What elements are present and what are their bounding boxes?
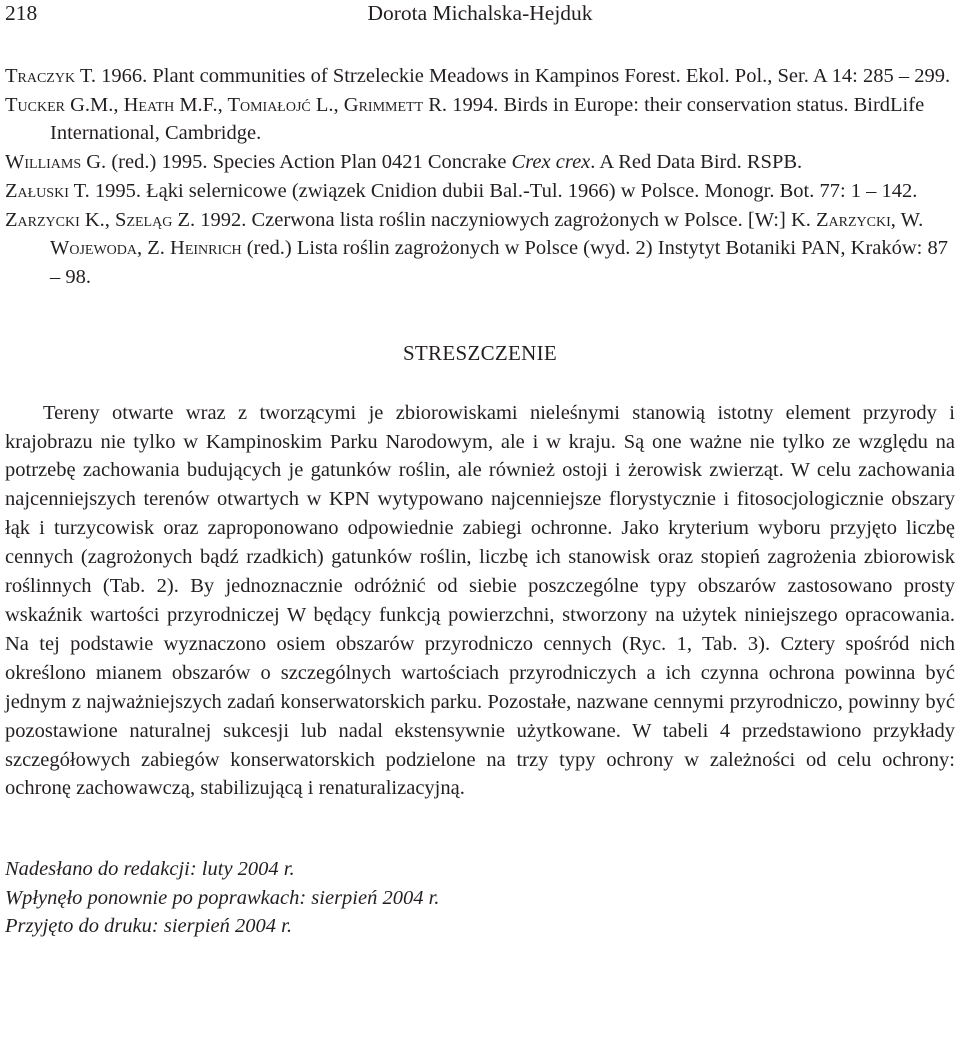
reference-authors: Tucker G.M., Heath M.F., Tomiałojć L., Grimmett R. — [5, 93, 448, 116]
abstract-paragraph: Tereny otwarte wraz z tworzącymi je zbiorowiskami nieleśnymi stanowią istotny element przyrody i krajobrazu nie tylko w Kampinoskim Parku Narodowym, ale i w kraju. Są one ważne nie tylko ze względu na potrzebę zachowania budujących je gatunków roślin, ale również ostoji i żerowisk zwierząt. W celu zachowania najcenniejszych terenów otwartych w KPN wytypowano najcenniejsze florystycznie i fitosocjologicznie obszary łąk i turzycowisk oraz zaproponowano odpowiednie zabiegi ochronne. Jako kryterium wyboru przyjęto liczbę cennych (zagrożonych bądź rzadkich) gatunków roślin, liczbę ich stanowisk oraz stopień zagrożenia zbiorowisk roślinnych (Tab. 2). By jednoznacznie odróżnić od siebie poszczególne typy obszarów zastosowano prosty wskaźnik wartości przyrodniczej W będący funkcją powierzchni, stworzony na użytek niniejszego opracowania. Na tej podstawie wyznaczono osiem obszarów przyrodniczo cennych (Ryc. 1, Tab. 3). Cztery spośród nich określono mianem obszarów o szczególnych wartościach przyrodniczych a ich czynna ochrona powinna być jednym z najważniejszych zadań konserwatorskich parku. Pozostałe, nazwane cennymi przyrodniczo, powinny być pozostawione naturalnej sukcesji lub nadal ekstensywnie użytkowane. W tabeli 4 przedstawiono przykłady szczegółowych zabiegów konserwatorskich podzielone na trzy typy ochrony w zależności od celu ochrony: ochronę zachowawczą, stabilizującą i renaturalizacyjną. — [5, 401, 955, 800]
reference-item-tucker — [5, 91, 955, 148]
date-received: Nadesłano do redakcji: luty 2004 r. — [5, 858, 295, 881]
reference-list — [5, 62, 955, 292]
reference-item-zaluski — [5, 177, 955, 206]
reference-authors: Załuski T. — [5, 179, 90, 202]
reference-text-part-a: 1992. Czerwona lista roślin naczyniowych zagrożonych w Polsce. [W:] K. — [195, 208, 817, 231]
reference-text-part-b: (red.) Lista roślin zagrożonych w Polsce (wyd. 2) Instytyt Botaniki PAN, Kraków: 87 – 98. — [50, 237, 948, 288]
reference-editors: Zarzycki, W. Wojewoda, Z. Heinrich — [50, 208, 924, 260]
page-number: 218 — [5, 1, 38, 25]
journal-page — [5, 0, 955, 941]
page-header — [5, 0, 955, 26]
date-accepted: Przyjęto do druku: sierpień 2004 r. — [5, 915, 292, 938]
reference-text: . A Red Data Bird. RSPB. — [590, 151, 803, 174]
reference-authors: Traczyk T. — [5, 65, 96, 87]
running-author: Dorota Michalska-Hejduk — [367, 1, 593, 25]
reference-text: 1994. Birds in Europe: their conservation status. BirdLife International, Cambridge. — [50, 93, 925, 145]
date-revised: Wpłynęło ponownie po poprawkach: sierpień 2004 r. — [5, 886, 440, 909]
reference-species-name: Crex crex — [511, 151, 591, 174]
reference-authors: Zarzycki K., Szeląg Z. — [5, 208, 196, 231]
reference-item-traczyk — [5, 62, 955, 91]
reference-authors: Williams G. — [5, 151, 107, 174]
reference-text-before-species: (red.) 1995. Species Action Plan 0421 Concrake — [106, 151, 512, 174]
submission-dates — [5, 855, 955, 941]
reference-item-zarzycki — [5, 206, 955, 292]
reference-item-williams — [5, 148, 955, 177]
section-title: STRESZCZENIE — [402, 340, 558, 365]
reference-text: 1966. Plant communities of Strzeleckie Meadows in Kampinos Forest. Ekol. Pol., Ser. A 14: 285 – 299. — [95, 65, 951, 87]
reference-text: 1995. Łąki selernicowe (związek Cnidion dubii Bal.-Tul. 1966) w Polsce. Monogr. Bot. 77: 1 – 142. — [89, 179, 918, 202]
